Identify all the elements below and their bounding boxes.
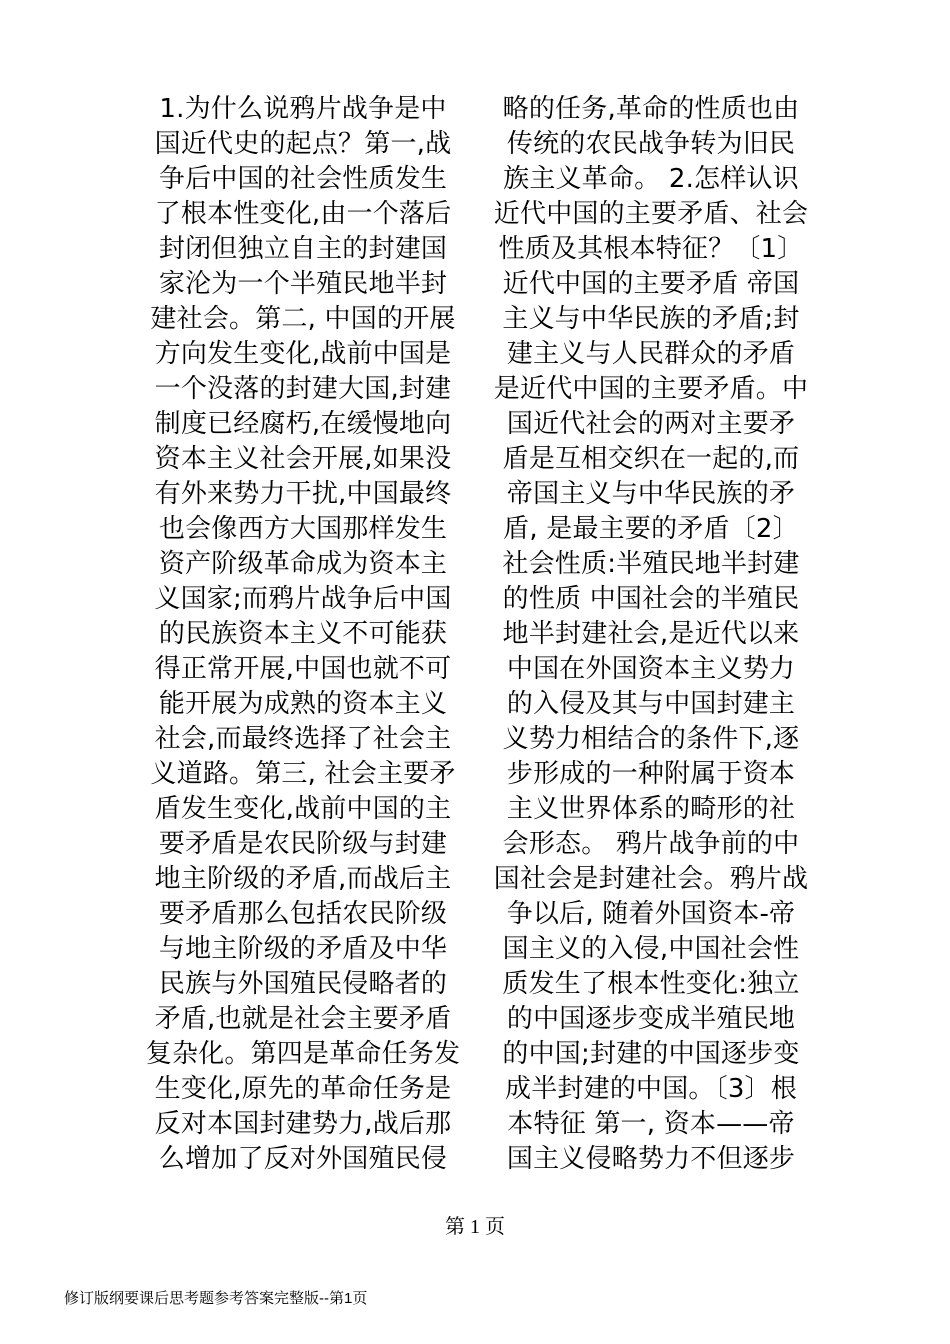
text-line: 是近代中国的主要矛盾。中 (493, 374, 809, 404)
text-line: 传统的农民战争转为旧民 (506, 129, 796, 159)
text-line: 生变化,原先的革命任务是 (154, 1074, 452, 1104)
text-line: 么增加了反对外国殖民侵 (158, 1144, 448, 1174)
text-line: 性质及其根本特征？〔1〕 (498, 234, 804, 264)
text-line: 资产阶级革命成为资本主 (158, 549, 448, 579)
text-line: 的中国;封建的中国逐步变 (502, 1039, 800, 1069)
text-line: 1.为什么说鸦片战争是中 (159, 94, 447, 124)
text-line: 盾, 是最主要的矛盾〔2〕 (503, 514, 799, 544)
text-line: 成半封建的中国。〔3〕根 (505, 1074, 797, 1104)
text-line: 也会像西方大国那样发生 (158, 514, 448, 544)
text-line: 与地主阶级的矛盾及中华 (158, 934, 448, 964)
text-line: 的入侵及其与中国封建主 (506, 689, 796, 719)
text-line: 国主义的入侵,中国社会性 (502, 934, 800, 964)
text-line: 的性质 中国社会的半殖民 (502, 584, 800, 614)
text-line: 民族与外国殖民侵略者的 (158, 969, 448, 999)
text-line: 得正常开展,中国也就不可 (154, 654, 452, 684)
text-line: 中国在外国资本主义势力 (506, 654, 796, 684)
text-line: 要矛盾那么包括农民阶级 (158, 899, 448, 929)
text-line: 近代中国的主要矛盾 帝国 (502, 269, 800, 299)
text-line: 地主阶级的矛盾,而战后主 (154, 864, 452, 894)
text-line: 能开展为成熟的资本主义 (158, 689, 448, 719)
text-line: 家沦为一个半殖民地半封 (158, 269, 448, 299)
text-line: 帝国主义与中华民族的矛 (506, 479, 796, 509)
text-line: 主义世界体系的畸形的社 (506, 794, 796, 824)
text-line: 主义与中华民族的矛盾;封 (502, 304, 800, 334)
text-line: 地半封建社会,是近代以来 (502, 619, 800, 649)
text-line: 族主义革命。 2.怎样认识 (503, 164, 799, 194)
text-line: 盾发生变化,战前中国的主 (154, 794, 452, 824)
text-line: 方向发生变化,战前中国是 (154, 339, 452, 369)
text-line: 矛盾,也就是社会主要矛盾 (154, 1004, 452, 1034)
text-line: 建社会。第二, 中国的开展 (150, 304, 456, 334)
text-line: 义国家;而鸦片战争后中国 (154, 584, 452, 614)
text-line: 有外来势力干扰,中国最终 (154, 479, 452, 509)
text-line: 会形态。 鸦片战争前的中 (502, 829, 800, 859)
text-line: 略的任务,革命的性质也由 (502, 94, 800, 124)
text-line: 封闭但独立自主的封建国 (158, 234, 448, 264)
text-line: 反对本国封建势力,战后那 (154, 1109, 452, 1139)
text-line: 要矛盾是农民阶级与封建 (158, 829, 448, 859)
text-line: 制度已经腐朽,在缓慢地向 (154, 409, 452, 439)
text-line: 的民族资本主义不可能获 (158, 619, 448, 649)
text-line: 的中国逐步变成半殖民地 (506, 1004, 796, 1034)
text-line: 了根本性变化,由一个落后 (154, 199, 452, 229)
text-line: 国主义侵略势力不但逐步 (506, 1144, 796, 1174)
text-line: 建主义与人民群众的矛盾 (506, 339, 796, 369)
text-line: 社会,而最终选择了社会主 (154, 724, 452, 754)
text-line: 国近代史的起点？第一,战 (154, 129, 452, 159)
text-line: 争以后, 随着外国资本-帝 (506, 899, 796, 929)
right-text-column (491, 92, 811, 1177)
footer-caption: 修订版纲要课后思考题参考答案完整版--第1页 (64, 1290, 368, 1307)
left-text-column (143, 92, 463, 1177)
text-line: 国近代社会的两对主要矛 (506, 409, 796, 439)
text-line: 争后中国的社会性质发生 (158, 164, 448, 194)
text-line: 义道路。第三, 社会主要矛 (150, 759, 456, 789)
text-line: 本特征 第一, 资本——帝 (507, 1109, 795, 1139)
page-number: 第 1 页 (445, 1216, 505, 1238)
text-line: 社会性质:半殖民地半封建 (502, 549, 800, 579)
text-line: 质发生了根本性变化:独立 (502, 969, 800, 999)
text-line: 国社会是封建社会。鸦片战 (493, 864, 809, 894)
text-line: 步形成的一种附属于资本 (506, 759, 796, 789)
text-line: 近代中国的主要矛盾、社会 (493, 199, 809, 229)
text-line: 盾是互相交织在一起的,而 (502, 444, 800, 474)
text-line: 一个没落的封建大国,封建 (154, 374, 452, 404)
text-line: 资本主义社会开展,如果没 (154, 444, 452, 474)
text-line: 义势力相结合的条件下,逐 (502, 724, 800, 754)
text-line: 复杂化。第四是革命任务发 (145, 1039, 461, 1069)
